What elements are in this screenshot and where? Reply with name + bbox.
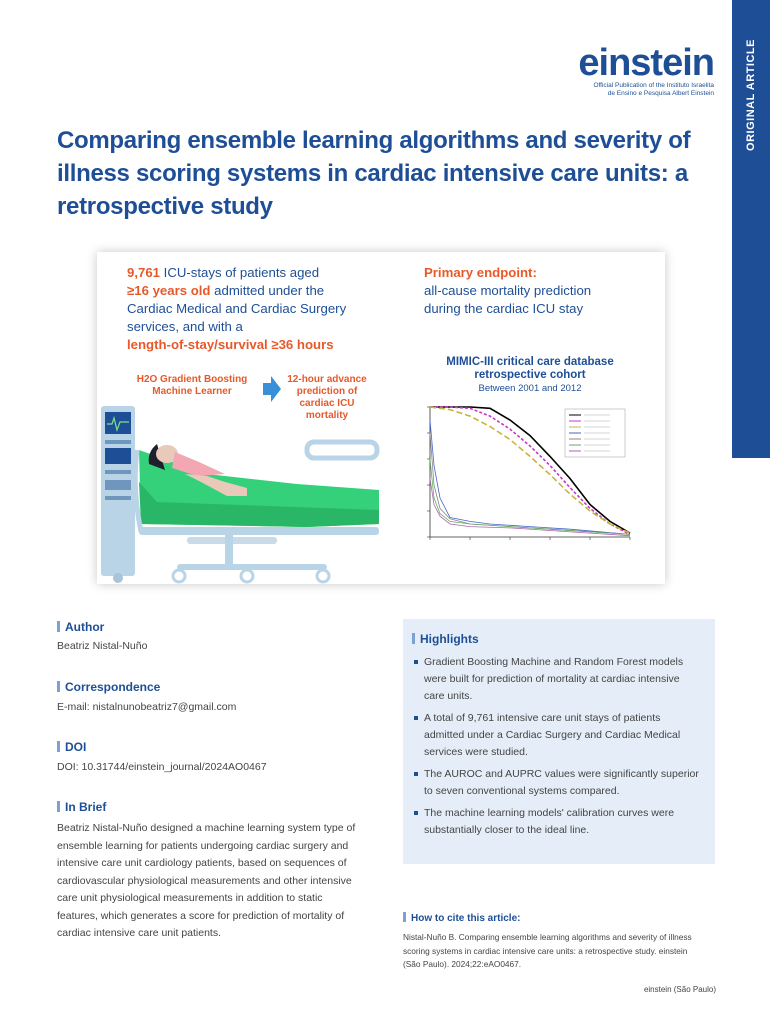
doi-value[interactable]: DOI: 10.31744/einstein_journal/2024AO0467 xyxy=(57,761,267,773)
icu-bed-illustration xyxy=(97,392,397,584)
series-line xyxy=(430,479,630,536)
stays-count: 9,761 xyxy=(127,265,161,280)
correspondence-label: Correspondence xyxy=(57,680,160,694)
author-name: Beatriz Nistal-Nuño xyxy=(57,640,148,652)
calibration-chart xyxy=(400,397,650,567)
graphical-abstract xyxy=(97,252,665,584)
model-line-1: H2O Gradient Boosting xyxy=(136,374,248,385)
logo-wordmark: einstein xyxy=(578,42,714,84)
logo-tagline-2: de Ensino e Pesquisa Albert Einstein xyxy=(607,90,714,97)
citation-text: Nistal-Nuño B. Comparing ensemble learning algorithms and severity of illness scoring systems in cardiac intensive care units: a retrospective study. einstein (São Paulo). 2024;22:eAO0467. xyxy=(403,932,692,969)
endpoint-label: Primary endpoint: xyxy=(424,265,537,280)
footer-journal: einstein (São Paulo) xyxy=(643,985,716,994)
prediction-line-1: 12-hour advance xyxy=(287,374,367,385)
citation-label: How to cite this article: xyxy=(403,912,520,924)
chart-legend xyxy=(565,409,625,457)
highlight-item: The AUROC and AUPRC values were significantly superior to seven conventional systems compared. xyxy=(412,766,702,800)
endpoint-line-1: all-cause mortality prediction xyxy=(424,283,592,298)
age-criterion: ≥16 years old xyxy=(127,283,211,298)
highlights-list xyxy=(412,654,702,844)
logo-tagline-1: Official Publication of the Instituto Israelita xyxy=(593,82,714,89)
primary-endpoint xyxy=(424,264,591,318)
los-criterion: length-of-stay/survival ≥36 hours xyxy=(127,337,334,352)
prediction-line-2: prediction of xyxy=(296,386,358,397)
author-label: Author xyxy=(57,620,104,634)
prediction-line-4: mortality xyxy=(305,410,349,421)
doi-label: DOI xyxy=(57,740,86,754)
prediction-line-3: cardiac ICU xyxy=(299,398,355,409)
correspondence-email[interactable]: E-mail: nistalnunobeatriz7@gmail.com xyxy=(57,701,237,713)
cohort-description xyxy=(127,264,346,354)
series-line xyxy=(430,459,630,534)
cohort-line-2: admitted under the xyxy=(210,283,325,298)
cohort-line-4: services, and with a xyxy=(127,319,243,334)
in-brief-text: Beatriz Nistal-Nuño designed a machine learning system type of ensemble learning for patients undergoing cardiac surgery and intensive care unit cardiology patients, based on sequences of cardiovascular physiological measurements and other intensive care unit physiological measurements in addition to static features, which generates a score for prediction of mortality of cardiac intensive care unit patients. xyxy=(57,822,356,939)
journal-logo xyxy=(578,44,714,98)
article-type-label: ORIGINAL ARTICLE xyxy=(745,39,757,151)
highlights-label: Highlights xyxy=(412,632,479,646)
highlight-item: A total of 9,761 intensive care unit stays of patients admitted under a Cardiac Surgery and Cardiac Medical services were studied. xyxy=(412,710,702,761)
endpoint-line-2: during the cardiac ICU stay xyxy=(424,301,584,316)
database-line-1: MIMIC-III critical care database xyxy=(446,356,614,368)
study-period: Between 2001 and 2012 xyxy=(478,383,582,394)
in-brief-label: In Brief xyxy=(57,800,106,814)
cohort-line-1: ICU-stays of patients aged xyxy=(160,265,320,280)
article-title: Comparing ensemble learning algorithms and severity of illness scoring systems in cardiac intensive care units: a retrospective study xyxy=(57,127,691,220)
cohort-line-3: Cardiac Medical and Cardiac Surgery xyxy=(127,301,347,316)
database-line-2: retrospective cohort xyxy=(474,369,586,381)
highlight-item: The machine learning models' calibration curves were substantially closer to the ideal line. xyxy=(412,805,702,839)
database-label xyxy=(415,356,645,382)
model-line-2: Machine Learner xyxy=(152,386,232,397)
highlight-item: Gradient Boosting Machine and Random Forest models were built for prediction of mortality at cardiac intensive care units. xyxy=(412,654,702,705)
